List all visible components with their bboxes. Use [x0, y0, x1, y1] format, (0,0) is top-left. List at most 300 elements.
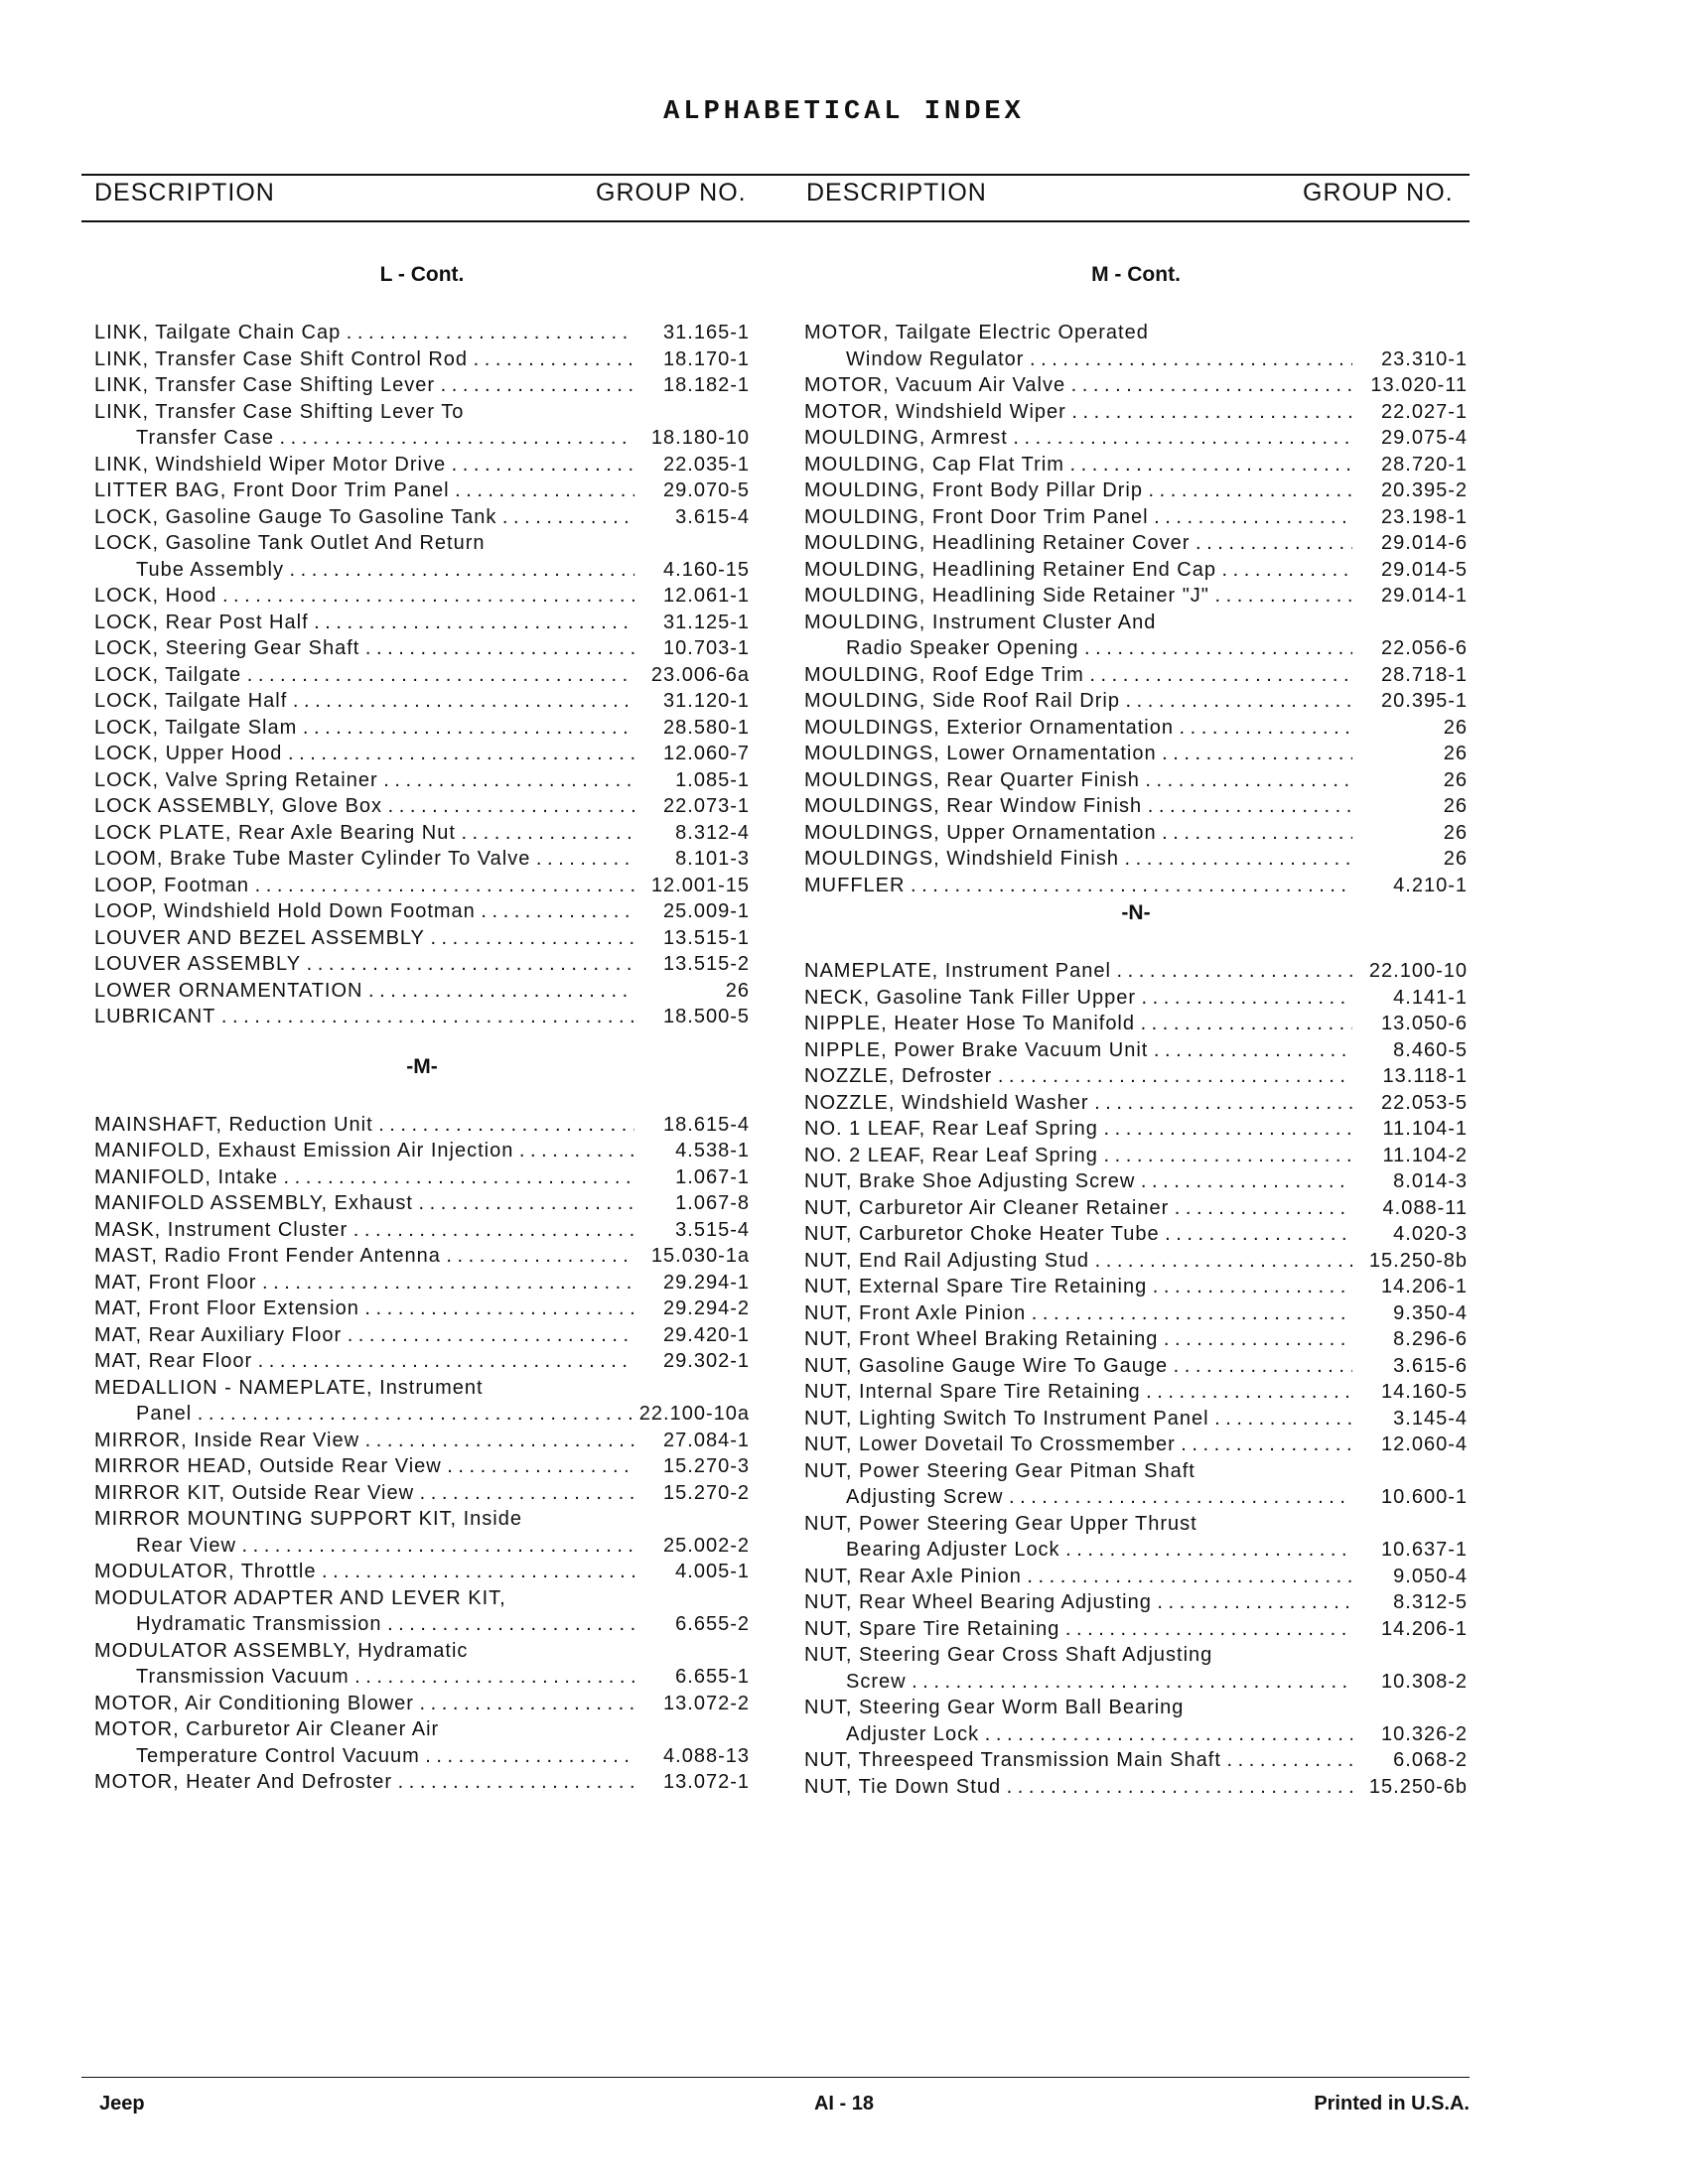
entry-description-line: NUT, Threespeed Transmission Main Shaft — [804, 1749, 1221, 1771]
entry-description — [94, 1217, 634, 1244]
entry-group-number: 13.118-1 — [1382, 1065, 1468, 1087]
index-entry — [94, 346, 750, 373]
entry-group-number: 29.294-2 — [663, 1297, 750, 1319]
index-entry — [804, 846, 1468, 873]
entry-group-number: 3.515-4 — [675, 1218, 750, 1241]
entry-description — [804, 1326, 1352, 1353]
entry-group-number: 25.002-2 — [663, 1534, 750, 1557]
entry-description — [804, 583, 1352, 610]
entry-description-line: NOZZLE, Defroster — [804, 1065, 993, 1087]
index-entry — [804, 1248, 1468, 1275]
entry-description-line: MIRROR KIT, Outside Rear View — [94, 1481, 415, 1504]
entry-description-line: MEDALLION - NAMEPLATE, Instrument — [94, 1376, 484, 1399]
entry-group-number: 25.009-1 — [663, 900, 750, 922]
entry-description-line: MOULDINGS, Exterior Ornamentation — [804, 716, 1174, 739]
entry-description-continuation: Tube Assembly — [136, 558, 284, 581]
entry-group-number: 4.088-11 — [1382, 1196, 1468, 1219]
index-entry — [804, 1143, 1468, 1169]
entry-description — [804, 1406, 1352, 1433]
entry-description-continuation: Screw — [846, 1670, 907, 1693]
index-entry — [804, 1116, 1468, 1143]
entry-description-line: NIPPLE, Heater Hose To Manifold — [804, 1013, 1136, 1034]
entry-description — [94, 951, 634, 978]
index-entry — [94, 1270, 750, 1297]
index-entry — [94, 1691, 750, 1717]
entry-description — [804, 1774, 1352, 1801]
entry-description — [94, 873, 634, 899]
entry-description-line: NUT, External Spare Tire Retaining — [804, 1276, 1148, 1297]
index-entry — [94, 452, 750, 478]
left-description-header: DESCRIPTION — [94, 179, 275, 206]
index-entry — [94, 1004, 750, 1030]
entry-description-line: LOCK PLATE, Rear Axle Bearing Nut — [94, 821, 456, 844]
entry-group-number: 1.067-1 — [675, 1165, 750, 1188]
entry-description-line: NAMEPLATE, Instrument Panel — [804, 960, 1111, 982]
index-entry — [94, 741, 750, 767]
index-entry — [94, 1506, 750, 1559]
index-entry — [804, 1406, 1468, 1433]
entry-group-number: 31.125-1 — [663, 611, 750, 633]
entry-description — [94, 1428, 634, 1454]
entry-description — [94, 1506, 634, 1559]
entry-group-number: 13.072-1 — [663, 1771, 750, 1793]
entry-group-number: 4.210-1 — [1393, 874, 1468, 896]
index-entry — [94, 1164, 750, 1191]
index-entry — [804, 1432, 1468, 1458]
entry-group-number: 18.180-10 — [650, 427, 750, 449]
index-entry — [94, 1559, 750, 1585]
entry-group-number: 29.420-1 — [663, 1323, 750, 1346]
index-entry — [804, 1037, 1468, 1064]
entry-group-number: 14.160-5 — [1381, 1381, 1468, 1403]
entry-description-line: MOTOR, Tailgate Electric Operated — [804, 322, 1149, 343]
entry-description — [804, 662, 1352, 689]
entry-description-line: LOCK, Tailgate — [94, 663, 242, 686]
entry-description — [94, 925, 634, 952]
entry-description-line: MANIFOLD ASSEMBLY, Exhaust — [94, 1192, 413, 1214]
index-entry — [804, 1168, 1468, 1195]
entry-description-line: LOCK, Gasoline Tank Outlet And Return — [94, 532, 486, 554]
index-entry — [804, 425, 1468, 452]
section-heading: L - Cont. — [379, 263, 465, 286]
entry-description — [94, 504, 634, 531]
entry-description — [804, 530, 1352, 557]
entry-group-number: 10.326-2 — [1381, 1722, 1468, 1745]
entry-group-number: 31.165-1 — [663, 322, 750, 343]
entry-description — [94, 715, 634, 742]
entry-group-number: 23.006-6a — [650, 663, 750, 686]
section-spacer — [94, 1030, 750, 1052]
entry-description — [804, 1300, 1352, 1327]
entry-description — [804, 1432, 1352, 1458]
entry-description-line: NUT, Front Axle Pinion — [804, 1301, 1027, 1324]
entry-description — [94, 741, 634, 767]
entry-group-number: 13.072-2 — [663, 1692, 750, 1714]
entry-description-continuation: Panel — [136, 1403, 193, 1425]
entry-group-number: 8.101-3 — [675, 848, 750, 870]
entry-group-number: 8.296-6 — [1393, 1328, 1468, 1350]
entry-group-number: 20.395-2 — [1381, 479, 1468, 501]
entry-description-line: MOTOR, Heater And Defroster — [94, 1771, 393, 1793]
entry-description — [804, 557, 1352, 584]
index-entry — [94, 1585, 750, 1638]
entry-description — [804, 610, 1352, 662]
entry-description-line: MAINSHAFT, Reduction Unit — [94, 1113, 373, 1136]
entry-description-line: LOCK, Gasoline Gauge To Gasoline Tank — [94, 505, 497, 528]
entry-description — [94, 662, 634, 689]
entry-description — [94, 820, 634, 847]
page-title: ALPHABETICAL INDEX — [663, 97, 1025, 127]
entry-description-line: MOULDING, Headlining Retainer End Cap — [804, 558, 1216, 581]
entry-description-continuation: Hydramatic Transmission — [136, 1613, 382, 1635]
entry-description-continuation: Window Regulator — [846, 347, 1025, 370]
entry-description-line: MOULDINGS, Windshield Finish — [804, 848, 1119, 870]
index-entry — [94, 1322, 750, 1349]
entry-group-number: 29.014-1 — [1381, 585, 1468, 607]
entry-description — [804, 715, 1352, 742]
index-entry — [94, 1217, 750, 1244]
entry-description — [94, 793, 634, 820]
entry-description-line: MOULDING, Front Body Pillar Drip — [804, 479, 1143, 501]
index-entry — [94, 1638, 750, 1691]
index-entry — [804, 715, 1468, 742]
entry-description — [804, 1379, 1352, 1406]
index-entry — [94, 925, 750, 952]
section-heading: -N- — [1121, 901, 1151, 924]
index-entry — [804, 1353, 1468, 1380]
entry-description — [94, 1559, 634, 1585]
entry-description — [804, 1274, 1352, 1300]
entry-description-line: MOTOR, Carburetor Air Cleaner Air — [94, 1718, 440, 1740]
entry-description — [804, 320, 1352, 372]
entry-description — [94, 346, 634, 373]
entry-description-continuation: Adjusting Screw — [846, 1486, 1004, 1508]
entry-group-number: 26 — [1443, 848, 1468, 870]
index-entry — [804, 530, 1468, 557]
entry-group-number: 28.720-1 — [1381, 453, 1468, 476]
index-entry — [94, 583, 750, 610]
entry-description-line: LITTER BAG, Front Door Trim Panel — [94, 479, 450, 501]
entry-group-number: 22.053-5 — [1381, 1091, 1468, 1114]
index-entry — [804, 610, 1468, 662]
index-entry — [94, 873, 750, 899]
entry-description-line: LOCK, Rear Post Half — [94, 611, 309, 633]
entry-group-number: 10.600-1 — [1381, 1486, 1468, 1508]
entry-group-number: 13.515-1 — [663, 926, 750, 949]
entry-description — [94, 1480, 634, 1507]
entry-description — [804, 1747, 1352, 1774]
right-index-column — [804, 260, 1468, 1800]
index-entry — [804, 399, 1468, 426]
index-entry — [804, 1274, 1468, 1300]
index-entry — [804, 1616, 1468, 1643]
entry-group-number: 26 — [1443, 716, 1468, 739]
entry-group-number: 22.035-1 — [663, 453, 750, 476]
entry-group-number: 3.615-4 — [675, 505, 750, 528]
index-entry — [804, 1300, 1468, 1327]
entry-description — [94, 1322, 634, 1349]
entry-description-line: NO. 2 LEAF, Rear Leaf Spring — [804, 1144, 1098, 1166]
entry-group-number: 13.020-11 — [1370, 374, 1468, 396]
index-entry — [804, 985, 1468, 1012]
index-entry — [94, 399, 750, 452]
entry-description — [94, 1164, 634, 1191]
entry-description-line: LOCK, Hood — [94, 585, 217, 607]
entry-description-line: NUT, Tie Down Stud — [804, 1775, 1002, 1798]
entry-description — [804, 1616, 1352, 1643]
index-entry — [94, 504, 750, 531]
entry-group-number: 28.718-1 — [1381, 663, 1468, 686]
index-entry — [804, 1511, 1468, 1564]
entry-group-number: 3.145-4 — [1393, 1407, 1468, 1430]
entry-group-number: 11.104-1 — [1382, 1118, 1468, 1140]
index-entry — [804, 793, 1468, 820]
entry-description — [94, 372, 634, 399]
entry-group-number: 15.270-3 — [663, 1455, 750, 1477]
entry-description-line: LOCK, Upper Hood — [94, 743, 283, 764]
index-entry — [804, 820, 1468, 847]
entry-description-line: NUT, Rear Wheel Bearing Adjusting — [804, 1591, 1152, 1613]
entry-description-line: MAT, Rear Floor — [94, 1350, 253, 1372]
entry-description-line: MOULDING, Headlining Retainer Cover — [804, 532, 1191, 554]
index-entry — [804, 1090, 1468, 1117]
entry-group-number: 29.070-5 — [663, 479, 750, 501]
index-entry — [94, 978, 750, 1005]
entry-description-line: NUT, Lighting Switch To Instrument Panel — [804, 1407, 1209, 1430]
entry-description — [804, 1589, 1352, 1616]
entry-group-number: 23.310-1 — [1381, 347, 1468, 370]
entry-group-number: 4.538-1 — [675, 1140, 750, 1161]
entry-group-number: 4.020-3 — [1393, 1223, 1468, 1245]
entry-description — [94, 1769, 634, 1796]
entry-description-line: MASK, Instrument Cluster — [94, 1218, 349, 1241]
entry-description-line: MAST, Radio Front Fender Antenna — [94, 1245, 441, 1267]
entry-description-line: LOCK, Tailgate Slam — [94, 716, 298, 739]
entry-description — [94, 610, 634, 636]
index-entry — [804, 372, 1468, 399]
entry-description-line: NECK, Gasoline Tank Filler Upper — [804, 986, 1136, 1009]
index-entry — [804, 1063, 1468, 1090]
entry-description-line: LUBRICANT — [94, 1006, 216, 1027]
entry-description — [804, 1090, 1352, 1117]
entry-description — [94, 1270, 634, 1297]
entry-description-line: NUT, Carburetor Air Cleaner Retainer — [804, 1196, 1170, 1219]
entry-group-number: 29.294-1 — [663, 1271, 750, 1294]
entry-group-number: 15.030-1a — [650, 1245, 750, 1267]
entry-description-line: MAT, Front Floor — [94, 1271, 257, 1294]
entry-description-line: MOULDINGS, Upper Ornamentation — [804, 821, 1157, 844]
index-entry — [94, 1138, 750, 1164]
entry-group-number: 8.312-5 — [1393, 1591, 1468, 1613]
entry-description-line: NUT, Spare Tire Retaining — [804, 1617, 1060, 1640]
entry-description-line: MOULDINGS, Lower Ornamentation — [804, 743, 1157, 764]
entry-description — [94, 1638, 634, 1691]
entry-description — [94, 1585, 634, 1638]
index-entry — [94, 1428, 750, 1454]
entry-description-continuation: Rear View — [136, 1534, 236, 1557]
index-entry — [804, 1695, 1468, 1747]
entry-description — [804, 1248, 1352, 1275]
index-entry — [94, 1453, 750, 1480]
index-entry — [94, 1769, 750, 1796]
index-entry — [94, 610, 750, 636]
entry-description-line: MUFFLER — [804, 874, 906, 896]
entry-description-line: LINK, Transfer Case Shift Control Rod — [94, 347, 469, 370]
entry-description-line: MODULATOR ADAPTER AND LEVER KIT, — [94, 1586, 506, 1609]
entry-description — [804, 793, 1352, 820]
index-entry — [94, 320, 750, 346]
left-group-header: GROUP NO. — [596, 179, 747, 206]
entry-description-line: NUT, Power Steering Gear Pitman Shaft — [804, 1459, 1196, 1482]
entry-group-number: 26 — [1443, 743, 1468, 764]
entry-group-number: 22.100-10 — [1368, 960, 1468, 982]
entry-group-number: 13.515-2 — [663, 953, 750, 975]
entry-description-continuation: Transfer Case — [136, 427, 274, 449]
footer-printed: Printed in U.S.A. — [1314, 2093, 1470, 2115]
entry-description-line: MIRROR, Inside Rear View — [94, 1429, 360, 1451]
entry-group-number: 18.500-5 — [663, 1006, 750, 1027]
index-entry — [94, 372, 750, 399]
entry-description — [804, 873, 1352, 899]
entry-description-line: MOULDINGS, Rear Window Finish — [804, 795, 1143, 817]
index-entry — [804, 1011, 1468, 1037]
header-bottom-rule — [81, 220, 1470, 222]
entry-description-line: LOUVER ASSEMBLY — [94, 953, 302, 975]
section-heading: -M- — [406, 1054, 438, 1078]
entry-description — [804, 1037, 1352, 1064]
entry-description-line: NIPPLE, Power Brake Vacuum Unit — [804, 1038, 1149, 1061]
entry-group-number: 9.050-4 — [1393, 1565, 1468, 1587]
entry-group-number: 14.206-1 — [1381, 1276, 1468, 1297]
entry-description-line: NUT, Gasoline Gauge Wire To Gauge — [804, 1354, 1169, 1377]
entry-group-number: 8.312-4 — [675, 821, 750, 844]
index-entry — [804, 557, 1468, 584]
index-entry — [94, 662, 750, 689]
entry-group-number: 29.075-4 — [1381, 427, 1468, 449]
entry-description — [804, 1221, 1352, 1248]
entry-description-line: LOCK, Valve Spring Retainer — [94, 768, 378, 791]
index-entry — [804, 1564, 1468, 1590]
index-entry — [94, 820, 750, 847]
index-entry — [804, 767, 1468, 794]
entry-description-line: MOULDING, Instrument Cluster And — [804, 611, 1157, 633]
entry-group-number: 12.061-1 — [663, 585, 750, 607]
entry-group-number: 12.060-4 — [1381, 1433, 1468, 1455]
index-entry — [94, 951, 750, 978]
entry-description-line: LINK, Transfer Case Shifting Lever To — [94, 400, 465, 423]
entry-description — [804, 1642, 1352, 1695]
entry-description — [94, 898, 634, 925]
entry-description — [94, 399, 634, 452]
entry-description-line: MODULATOR, Throttle — [94, 1561, 317, 1582]
entry-description-continuation: Temperature Control Vacuum — [136, 1744, 420, 1767]
entry-description-line: MANIFOLD, Intake — [94, 1165, 278, 1188]
entry-group-number: 4.088-13 — [663, 1744, 750, 1767]
entry-group-number: 22.100-10a — [638, 1403, 750, 1425]
entry-description — [804, 741, 1352, 767]
entry-description — [94, 1453, 634, 1480]
index-entry — [94, 1112, 750, 1139]
entry-group-number: 1.067-8 — [675, 1192, 750, 1214]
entry-description-line: LOOP, Footman — [94, 874, 250, 896]
index-entry — [804, 1221, 1468, 1248]
index-entry — [94, 530, 750, 583]
entry-description-continuation: Transmission Vacuum — [136, 1666, 350, 1688]
entry-group-number: 20.395-1 — [1381, 690, 1468, 712]
entry-description — [94, 478, 634, 504]
entry-group-number: 29.014-5 — [1381, 558, 1468, 581]
entry-description-line: LOCK, Tailgate Half — [94, 690, 288, 712]
entry-description — [804, 372, 1352, 399]
index-entry — [94, 898, 750, 925]
entry-description-line: NUT, Brake Shoe Adjusting Screw — [804, 1170, 1136, 1192]
entry-description — [804, 1353, 1352, 1380]
index-entry — [804, 958, 1468, 985]
entry-group-number: 6.655-2 — [675, 1613, 750, 1635]
entry-description — [804, 1195, 1352, 1222]
index-entry — [804, 688, 1468, 715]
entry-description — [804, 399, 1352, 426]
entry-description-line: MOULDING, Side Roof Rail Drip — [804, 690, 1120, 712]
entry-group-number: 23.198-1 — [1381, 505, 1468, 528]
entry-description-line: MOTOR, Air Conditioning Blower — [94, 1692, 414, 1714]
entry-description — [94, 1004, 634, 1030]
entry-description — [804, 958, 1352, 985]
index-entry — [94, 793, 750, 820]
entry-group-number: 6.068-2 — [1393, 1749, 1468, 1771]
index-entry — [804, 662, 1468, 689]
entry-description — [94, 1375, 633, 1428]
entry-description-line: MOTOR, Windshield Wiper — [804, 400, 1066, 423]
entry-description — [94, 1296, 634, 1322]
entry-description — [804, 688, 1352, 715]
entry-group-number: 26 — [725, 979, 750, 1002]
entry-description-line: MOULDING, Roof Edge Trim — [804, 663, 1084, 686]
index-entry — [804, 478, 1468, 504]
entry-group-number: 22.027-1 — [1381, 400, 1468, 423]
entry-description — [804, 452, 1352, 478]
entry-description-line: NOZZLE, Windshield Washer — [804, 1091, 1089, 1114]
entry-group-number: 9.350-4 — [1393, 1301, 1468, 1324]
entry-group-number: 28.580-1 — [663, 716, 750, 739]
section-heading: M - Cont. — [1091, 263, 1181, 286]
index-entry — [804, 504, 1468, 531]
index-entry — [804, 452, 1468, 478]
index-entry — [804, 1326, 1468, 1353]
entry-group-number: 10.308-2 — [1381, 1670, 1468, 1693]
entry-description-line: LOCK, Steering Gear Shaft — [94, 637, 360, 659]
entry-description — [804, 425, 1352, 452]
entry-description-continuation: Adjuster Lock — [846, 1722, 980, 1745]
entry-group-number: 27.084-1 — [663, 1429, 750, 1451]
entry-group-number: 1.085-1 — [675, 768, 750, 791]
entry-description-line: MIRROR HEAD, Outside Rear View — [94, 1455, 442, 1477]
entry-description — [804, 1511, 1352, 1564]
entry-group-number: 8.014-3 — [1393, 1170, 1468, 1192]
entry-description-line: NUT, Power Steering Gear Upper Thrust — [804, 1512, 1197, 1535]
entry-description-line: NUT, Carburetor Choke Heater Tube — [804, 1223, 1160, 1245]
entry-description-line: NO. 1 LEAF, Rear Leaf Spring — [804, 1118, 1098, 1140]
entry-description-continuation: Bearing Adjuster Lock — [846, 1539, 1060, 1561]
index-entry — [94, 1716, 750, 1769]
entry-description — [804, 1063, 1352, 1090]
entry-description-line: MANIFOLD, Exhaust Emission Air Injection — [94, 1140, 514, 1161]
entry-description-line: NUT, Steering Gear Cross Shaft Adjusting — [804, 1644, 1213, 1666]
index-entry — [94, 715, 750, 742]
entry-group-number: 18.615-4 — [663, 1113, 750, 1136]
entry-description-line: NUT, Lower Dovetail To Crossmember — [804, 1433, 1176, 1455]
entry-description-line: MOULDING, Headlining Side Retainer "J" — [804, 585, 1209, 607]
